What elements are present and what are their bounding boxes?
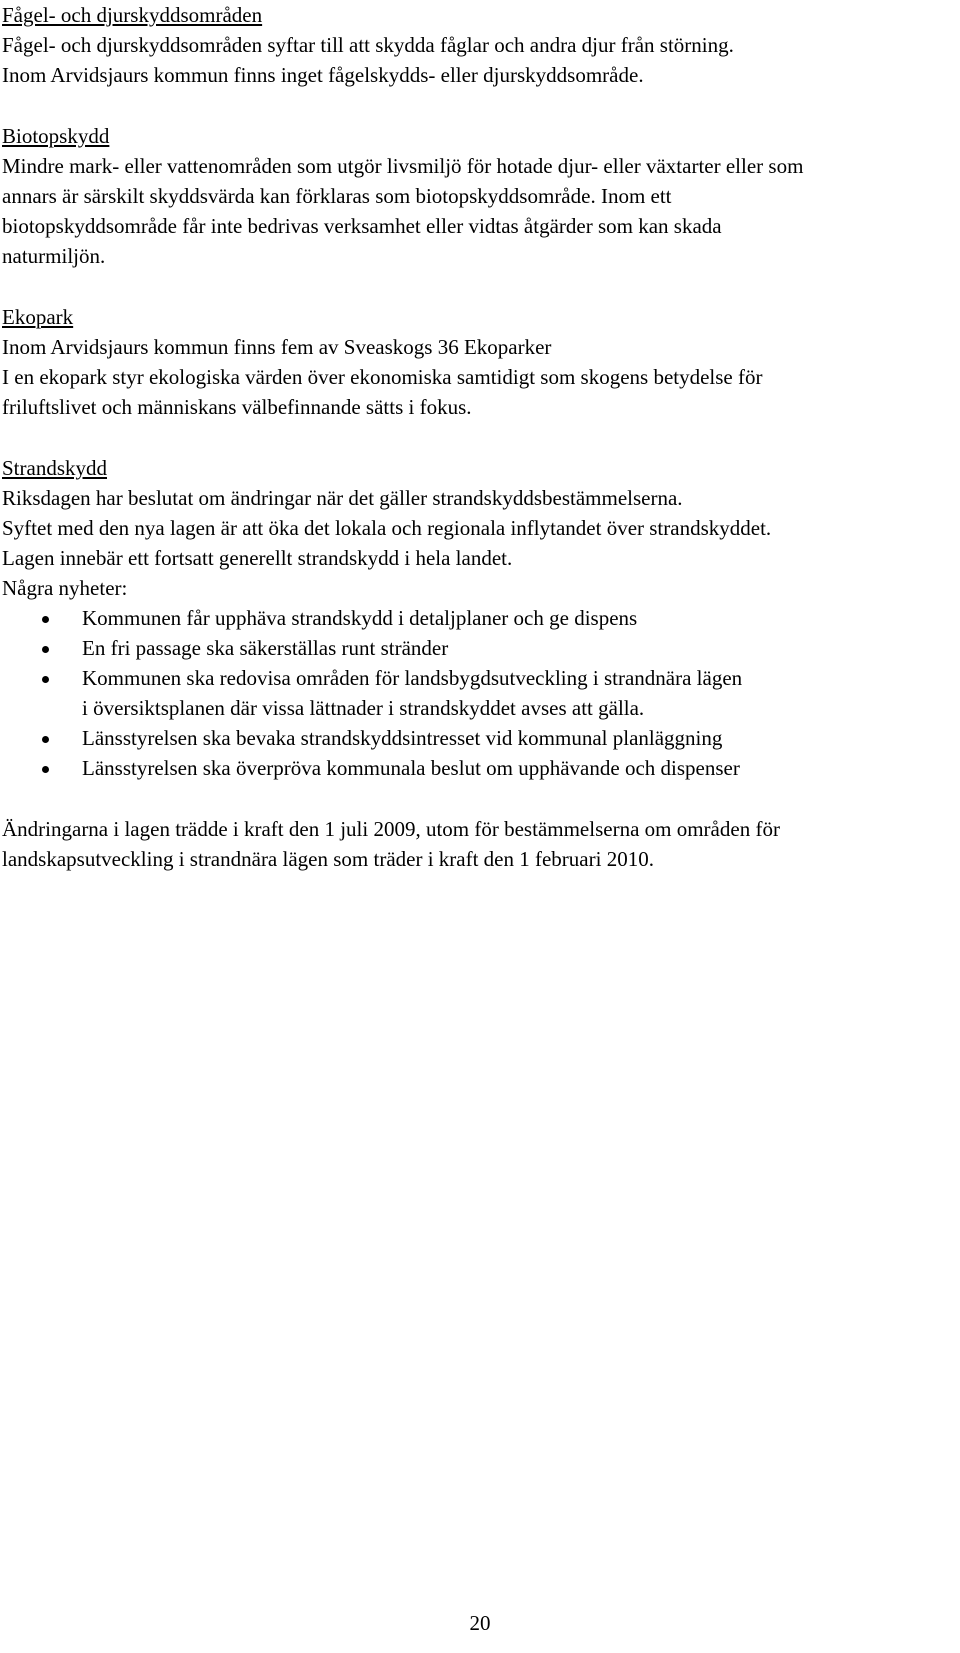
spacer [2, 90, 952, 121]
spacer [2, 783, 952, 814]
paragraph-line: Lagen innebär ett fortsatt generellt strandskydd i hela landet. [2, 546, 513, 570]
spacer [2, 422, 952, 453]
section-ekopark [2, 302, 952, 422]
paragraph-line: biotopskyddsområde får inte bedrivas verksamhet eller vidtas åtgärder som kan skada [2, 214, 722, 238]
bullet-text: En fri passage ska säkerställas runt stränder [82, 636, 449, 660]
heading-fagel: Fågel- och djurskyddsområden [2, 3, 263, 27]
heading-ekopark: Ekopark [2, 305, 74, 329]
paragraph-line: Mindre mark- eller vattenområden som utgör livsmiljö för hotade djur- eller växtarter eller som [2, 154, 804, 178]
section-strand [2, 453, 952, 874]
paragraph-line: annars är särskilt skyddsvärda kan förklaras som biotopskyddsområde. Inom ett [2, 184, 672, 208]
bullet-text: Kommunen får upphäva strandskydd i detaljplaner och ge dispens [82, 606, 638, 630]
paragraph-line: Syftet med den nya lagen är att öka det lokala och regionala inflytandet över strandskyddet. [2, 516, 772, 540]
paragraph-line: Riksdagen har beslutat om ändringar när det gäller strandskyddsbestämmelserna. [2, 486, 683, 510]
bullet-item [2, 633, 952, 663]
paragraph-line: naturmiljön. [2, 244, 106, 268]
bullet-text: Länsstyrelsen ska bevaka strandskyddsintresset vid kommunal planläggning [82, 726, 723, 750]
heading-strand: Strandskydd [2, 456, 107, 480]
paragraph-line: friluftslivet och människans välbefinnande sätts i fokus. [2, 395, 472, 419]
paragraph-line: I en ekopark styr ekologiska värden över ekonomiska samtidigt som skogens betydelse för [2, 365, 763, 389]
paragraph-line: Några nyheter: [2, 576, 128, 600]
page-number: 20 [469, 1611, 491, 1635]
bullet-list [2, 603, 952, 783]
heading-biotop: Biotopskydd [2, 124, 110, 148]
bullet-item [2, 723, 952, 753]
bullet-text: Länsstyrelsen ska överpröva kommunala beslut om upphävande och dispenser [82, 756, 740, 780]
bullet-text: Kommunen ska redovisa områden för landsbygdsutveckling i strandnära lägen [82, 666, 743, 690]
paragraph-line: Fågel- och djurskyddsområden syftar till att skydda fåglar och andra djur från störning. [2, 33, 734, 57]
closing-line: Ändringarna i lagen trädde i kraft den 1 juli 2009, utom för bestämmelserna om områden för [2, 817, 780, 841]
closing-line: landskapsutveckling i strandnära lägen som träder i kraft den 1 februari 2010. [2, 847, 654, 871]
bullet-item [2, 603, 952, 633]
bullet-item [2, 663, 952, 723]
spacer [2, 271, 952, 302]
paragraph-line: Inom Arvidsjaurs kommun finns fem av Sveaskogs 36 Ekoparker [2, 335, 552, 359]
section-biotop [2, 121, 952, 271]
document-page [2, 0, 952, 874]
paragraph-line: Inom Arvidsjaurs kommun finns inget fågelskydds- eller djurskyddsområde. [2, 63, 644, 87]
bullet-item [2, 753, 952, 783]
bullet-text-continuation: i översiktsplanen där vissa lättnader i strandskyddet avses att gälla. [82, 696, 645, 720]
section-fagel [2, 0, 952, 90]
